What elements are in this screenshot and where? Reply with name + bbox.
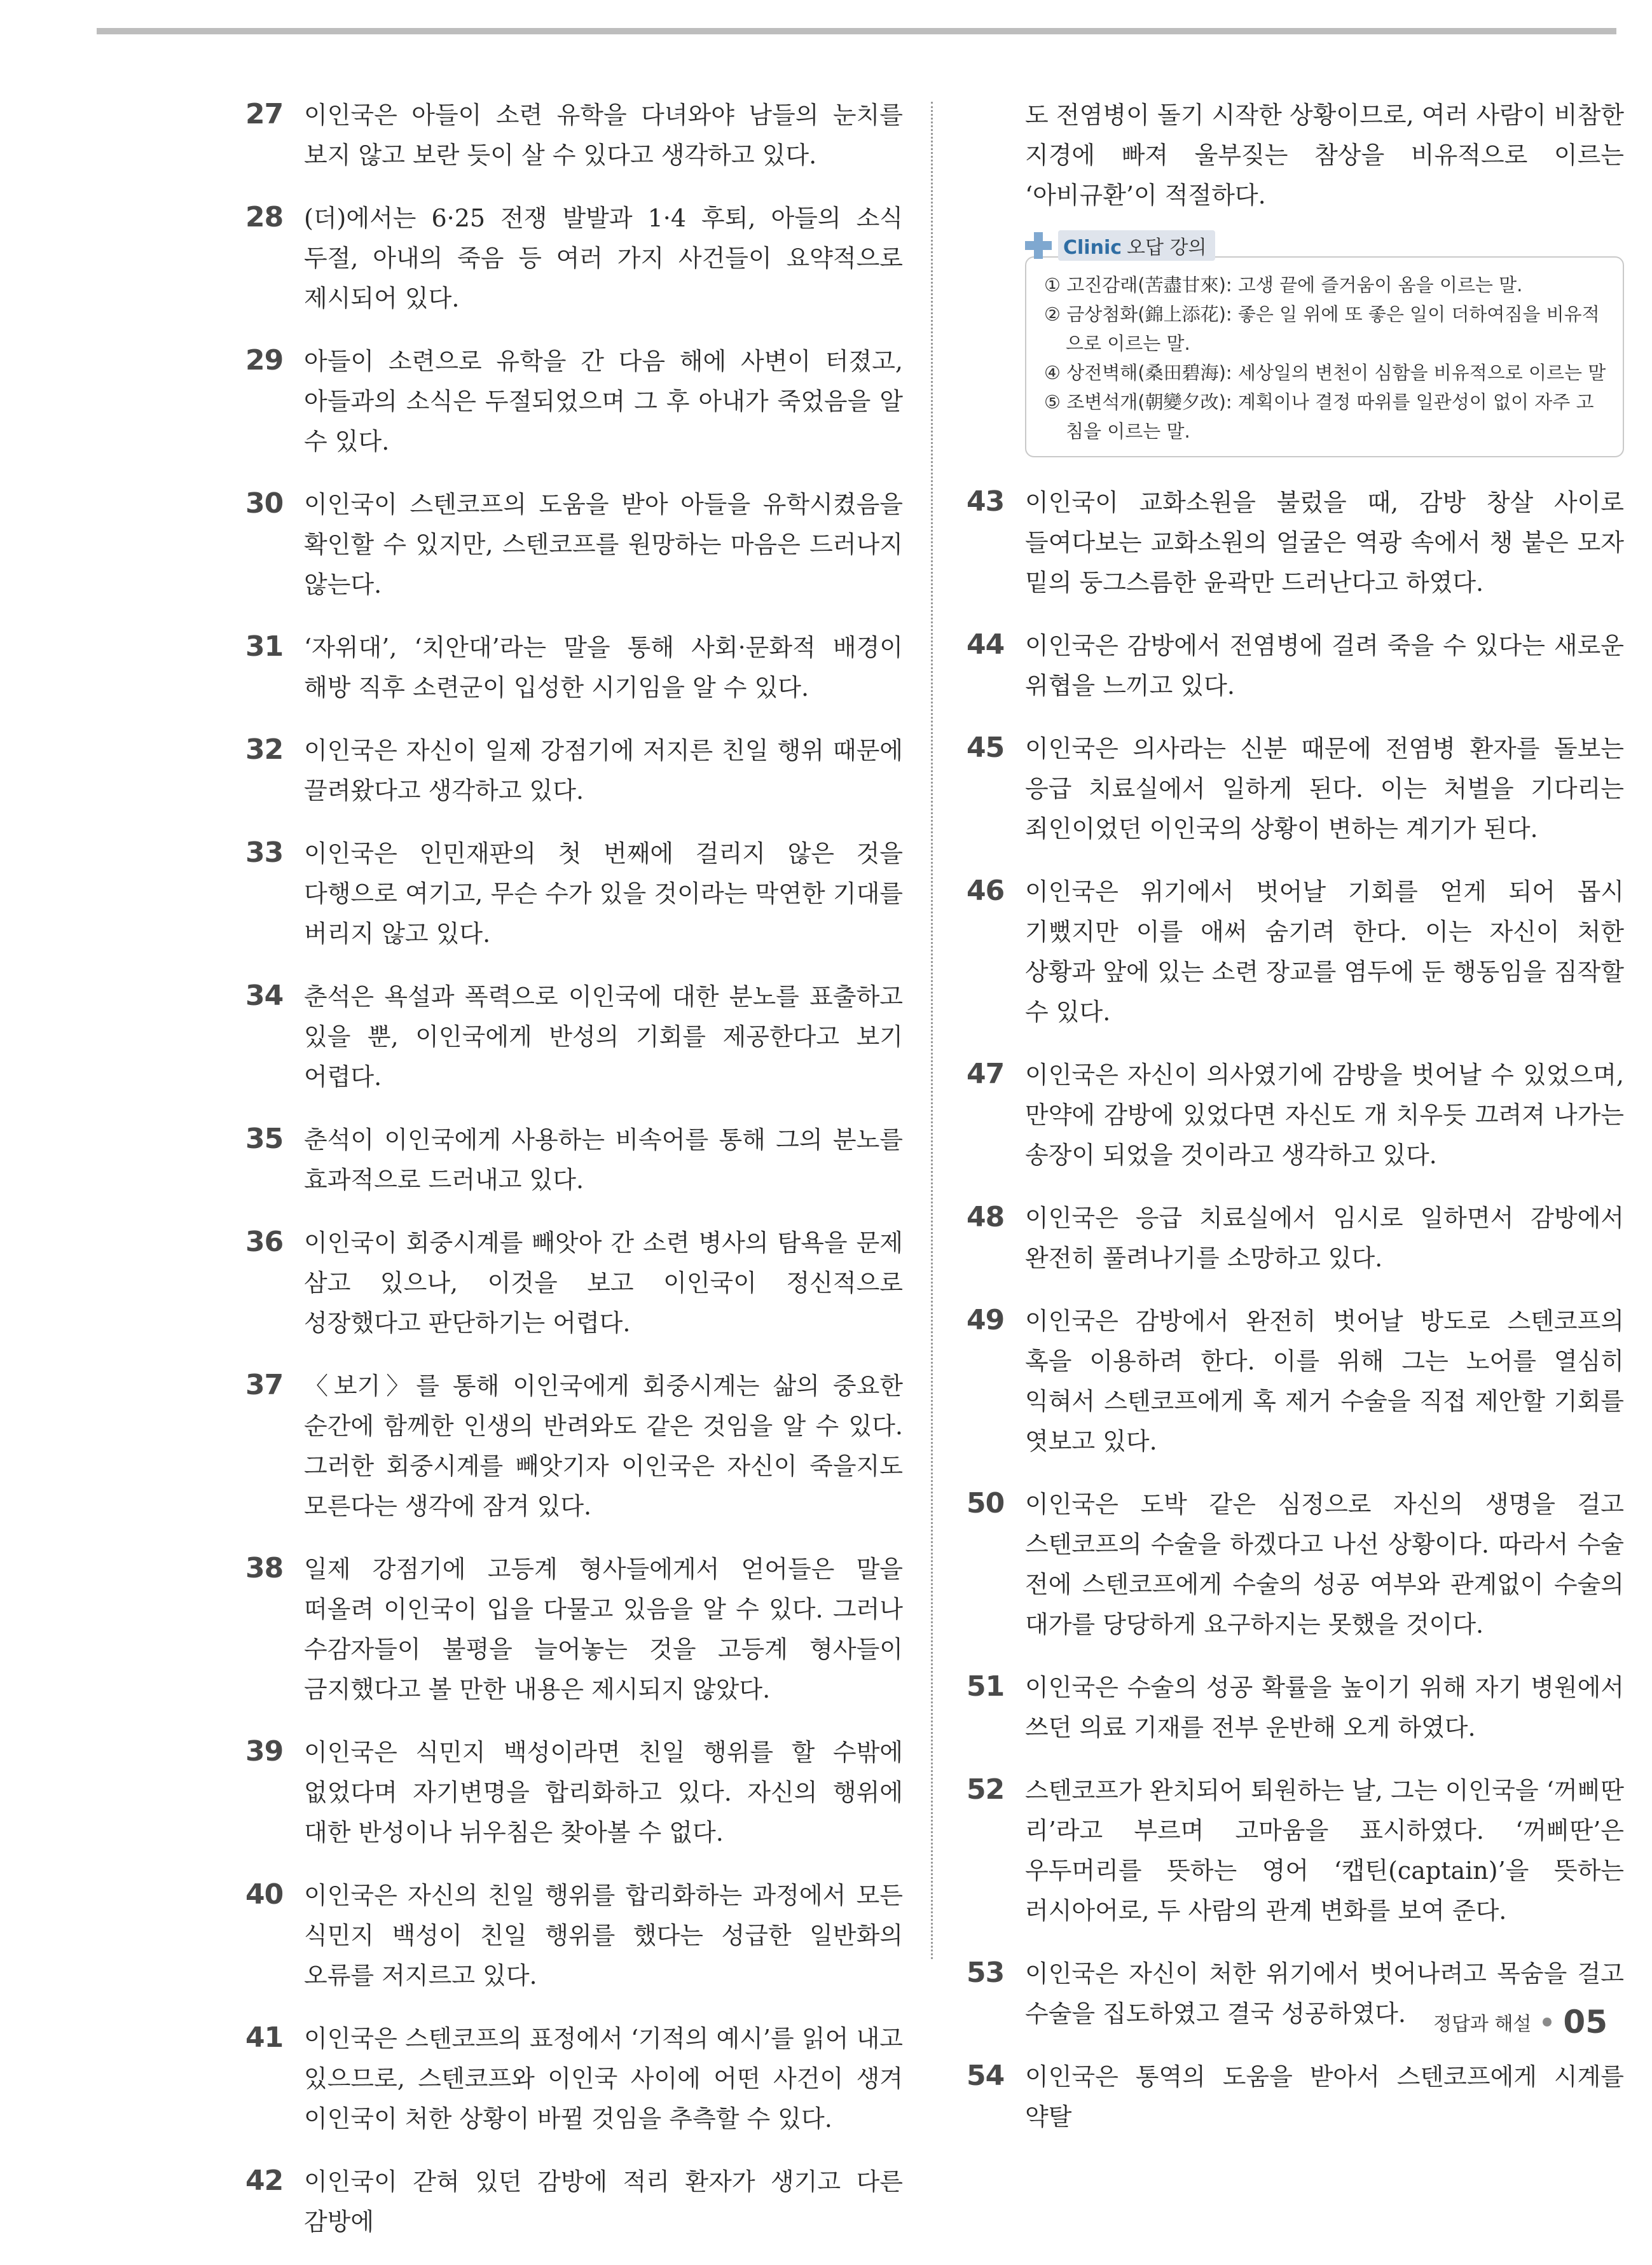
answer-item-32 [245,731,903,811]
answer-item-54 [967,2057,1624,2137]
clinic-line: ② 금상첨화(錦上添花): 좋은 일 위에 또 좋은 일이 더하여짐을 비유적으로 이르는 말. [1044,303,1600,354]
footer-label: 정답과 해설 [1433,2013,1532,2035]
answer-item-34 [245,977,903,1097]
plus-icon [1025,232,1052,259]
item-text: 이인국은 응급 치료실에서 임시로 일하면서 감방에서 완전히 풀려나기를 소망하고 있다. [1025,1204,1624,1272]
clinic-tag [1058,230,1215,261]
item-number: 35 [245,1123,284,1155]
answer-item-45 [967,729,1624,849]
item-number: 28 [245,201,284,233]
answer-item-37 [245,1366,903,1527]
clinic-line: ⑤ 조변석개(朝變夕改): 계획이나 결정 따위를 일관성이 없이 자주 고침을 이르는 말. [1044,391,1594,442]
item-text: 이인국은 의사라는 신분 때문에 전염병 환자를 돌보는 응급 치료실에서 일하게 된다. 이는 처벌을 기다리는 죄인이었던 이인국의 상황이 변하는 계기가 된다. [1025,735,1624,843]
item-text: 이인국은 자신의 친일 행위를 합리화하는 과정에서 모든 식민지 백성이 친일 행위를 했다는 성급한 일반화의 오류를 저지르고 있다. [304,1881,903,1990]
item-number: 45 [967,731,1005,764]
item-text: 이인국은 위기에서 벗어날 기회를 얻게 되어 몹시 기뻤지만 이를 애써 숨기려 한다. 이는 자신이 처한 상황과 앞에 있는 소련 장교를 염두에 둔 행동임을 짐작할 수 있다. [1025,878,1624,1026]
item-text: 이인국은 자신이 일제 강점기에 저지른 친일 행위 때문에 끌려왔다고 생각하고 있다. [304,737,903,805]
answer-item-28 [245,198,903,319]
item-number: 50 [967,1487,1005,1520]
answer-item-50 [967,1485,1624,1645]
right-column [967,95,1624,2160]
item-number: 48 [967,1201,1005,1233]
item-number: 27 [245,98,284,130]
item-text: 이인국이 회중시계를 빼앗아 간 소련 병사의 탐욕을 문제 삼고 있으나, 이것을 보고 이인국이 정신적으로 성장했다고 판단하기는 어렵다. [304,1229,903,1337]
answer-item-40 [245,1876,903,1996]
item-number: 34 [245,980,284,1012]
clinic-line: ① 고진감래(苦盡甘來): 고생 끝에 즐거움이 옴을 이르는 말. [1044,274,1523,296]
item-text: 이인국은 수술의 성공 확률을 높이기 위해 자기 병원에서 쓰던 의료 기재를 전부 운반해 오게 하였다. [1025,1673,1624,1742]
item-text: 이인국은 감방에서 완전히 벗어날 방도로 스텐코프의 혹을 이용하려 한다. 이를 위해 그는 노어를 열심히 익혀서 스텐코프에게 혹 제거 수술을 직접 제안할 기회를 엿보고 있다. [1025,1307,1624,1455]
answer-item-29 [245,342,903,462]
item-text: 이인국은 식민지 백성이라면 친일 행위를 할 수밖에 없었다며 자기변명을 합리화하고 있다. 자신의 행위에 대한 반성이나 뉘우침은 찾아볼 수 없다. [304,1738,903,1846]
item-text: 이인국은 통역의 도움을 받아서 스텐코프에게 시계를 약탈 [1025,2063,1624,2131]
item-number: 52 [967,1773,1005,1806]
page-number: 05 [1563,2004,1607,2040]
item-text: 스텐코프가 완치되어 퇴원하는 날, 그는 이인국을 ‘꺼삐딴 리’라고 부르며 고마움을 표시하였다. ‘꺼삐딴’은 우두머리를 뜻하는 영어 ‘캡틴(captain)’을 뜻하는 러시아어로, 두 사람의 관계 변화를 보여 준다. [1025,1777,1624,1925]
item-number: 29 [245,344,284,377]
item-number: 36 [245,1226,284,1258]
clinic-line: ④ 상전벽해(桑田碧海): 세상일의 변천이 심함을 비유적으로 이르는 말 [1044,362,1606,384]
item-text: 도 전염병이 돌기 시작한 상황이므로, 여러 사람이 비참한 지경에 빠져 울부짖는 참상을 비유적으로 이르는 ‘아비규환’이 적절하다. [1025,101,1624,209]
answer-item-43 [967,483,1624,603]
item-text: 이인국은 도박 같은 심정으로 자신의 생명을 걸고 스텐코프의 수술을 하겠다고 나선 상황이다. 따라서 수술 전에 스텐코프에게 수술의 성공 여부와 관계없이 수술의 대가를 당당하게 요구하지는 못했을 것이다. [1025,1490,1624,1638]
item-text: ‘자위대’, ‘치안대’라는 말을 통해 사회·문화적 배경이 해방 직후 소련군이 입성한 시기임을 알 수 있다. [304,634,903,702]
answer-item-42-continued [967,95,1624,216]
item-number: 53 [967,1957,1005,1989]
answer-item-30 [245,485,903,605]
item-text: 이인국은 아들이 소련 유학을 다녀와야 남들의 눈치를 보지 않고 보란 듯이 살 수 있다고 생각하고 있다. [304,101,903,169]
item-number: 30 [245,487,284,520]
item-text: 춘석이 이인국에게 사용하는 비속어를 통해 그의 분노를 효과적으로 드러내고 있다. [304,1126,903,1194]
item-text: 이인국이 교화소원을 불렀을 때, 감방 창살 사이로 들여다보는 교화소원의 얼굴은 역광 속에서 챙 붙은 모자 밑의 둥그스름한 윤곽만 드러난다고 하였다. [1025,488,1624,597]
clinic-content [1025,256,1624,457]
item-text: 이인국은 감방에서 전염병에 걸려 죽을 수 있다는 새로운 위협을 느끼고 있다. [1025,632,1624,700]
item-number: 39 [245,1735,284,1768]
item-number: 44 [967,628,1005,661]
answer-item-51 [967,1668,1624,1748]
item-text: 아들이 소련으로 유학을 간 다음 해에 사변이 터졌고, 아들과의 소식은 두절되었으며 그 후 아내가 죽었음을 알 수 있다. [304,347,903,455]
answer-item-52 [967,1771,1624,1931]
item-text: 일제 강점기에 고등계 형사들에게서 얻어들은 말을 떠올려 이인국이 입을 다물고 있음을 알 수 있다. 그러나 수감자들이 불평을 늘어놓는 것을 고등계 형사들이 금지했다고 볼 만한 내용은 제시되지 않았다. [304,1555,903,1703]
top-rule [97,28,1616,34]
column-divider [931,102,933,1959]
item-text: 이인국이 스텐코프의 도움을 받아 아들을 유학시켰음을 확인할 수 있지만, 스텐코프를 원망하는 마음은 드러나지 않는다. [304,490,903,599]
item-number: 51 [967,1670,1005,1703]
item-text: 춘석은 욕설과 폭력으로 이인국에 대한 분노를 표출하고 있을 뿐, 이인국에게 반성의 기회를 제공한다고 보기 어렵다. [304,983,903,1091]
clinic-title: Clinic [1063,237,1122,259]
answer-item-41 [245,2019,903,2139]
item-number: 43 [967,485,1005,518]
answer-item-46 [967,872,1624,1032]
item-text: 이인국이 갇혀 있던 감방에 적리 환자가 생기고 다른 감방에 [304,2168,903,2236]
answer-item-35 [245,1120,903,1200]
item-number: 33 [245,836,284,869]
item-text: 이인국은 자신이 처한 위기에서 벗어나려고 목숨을 걸고 수술을 집도하였고 결국 성공하였다. [1025,1960,1624,2028]
item-number: 37 [245,1369,284,1401]
answer-item-39 [245,1733,903,1853]
item-text: (더)에서는 6·25 전쟁 발발과 1·4 후퇴, 아들의 소식 두절, 아내의 죽음 등 여러 가지 사건들이 요약적으로 제시되어 있다. [304,204,903,312]
answer-item-27 [245,95,903,176]
answer-item-42 [245,2162,903,2242]
item-number: 42 [245,2165,284,2197]
clinic-subtitle: 오답 강의 [1127,237,1207,259]
answer-item-36 [245,1223,903,1343]
item-text: 〈보기〉를 통해 이인국에게 회중시계는 삶의 중요한 순간에 함께한 인생의 반려와도 같은 것임을 알 수 있다. 그러한 회중시계를 빼앗기자 이인국은 자신이 죽을지도 모른다는 생각에 잠겨 있다. [304,1372,903,1520]
item-number: 47 [967,1058,1005,1090]
page-footer [1433,2004,1607,2040]
left-column [245,95,903,2265]
answer-item-33 [245,834,903,954]
item-text: 이인국은 인민재판의 첫 번째에 걸리지 않은 것을 다행으로 여기고, 무슨 수가 있을 것이라는 막연한 기대를 버리지 않고 있다. [304,840,903,948]
answer-item-47 [967,1055,1624,1175]
bullet-icon [1543,2018,1552,2026]
item-number: 38 [245,1552,284,1584]
answer-item-49 [967,1301,1624,1462]
item-text: 이인국은 자신이 의사였기에 감방을 벗어날 수 있었으며, 만약에 감방에 있었다면 자신도 개 치우듯 끄려져 나가는 송장이 되었을 것이라고 생각하고 있다. [1025,1061,1624,1169]
answer-item-44 [967,626,1624,706]
item-number: 32 [245,733,284,766]
item-number: 54 [967,2060,1005,2092]
answer-item-48 [967,1198,1624,1278]
item-number: 31 [245,630,284,663]
clinic-box [1025,231,1624,457]
answer-item-38 [245,1549,903,1710]
item-number: 49 [967,1304,1005,1336]
answer-item-31 [245,628,903,708]
item-number: 40 [245,1878,284,1911]
item-number: 46 [967,875,1005,907]
item-text: 이인국은 스텐코프의 표정에서 ‘기적의 예시’를 읽어 내고 있으므로, 스텐코프와 이인국 사이에 어떤 사건이 생겨 이인국이 처한 상황이 바뀔 것임을 추측할 수 있다. [304,2025,903,2133]
item-number: 41 [245,2021,284,2054]
